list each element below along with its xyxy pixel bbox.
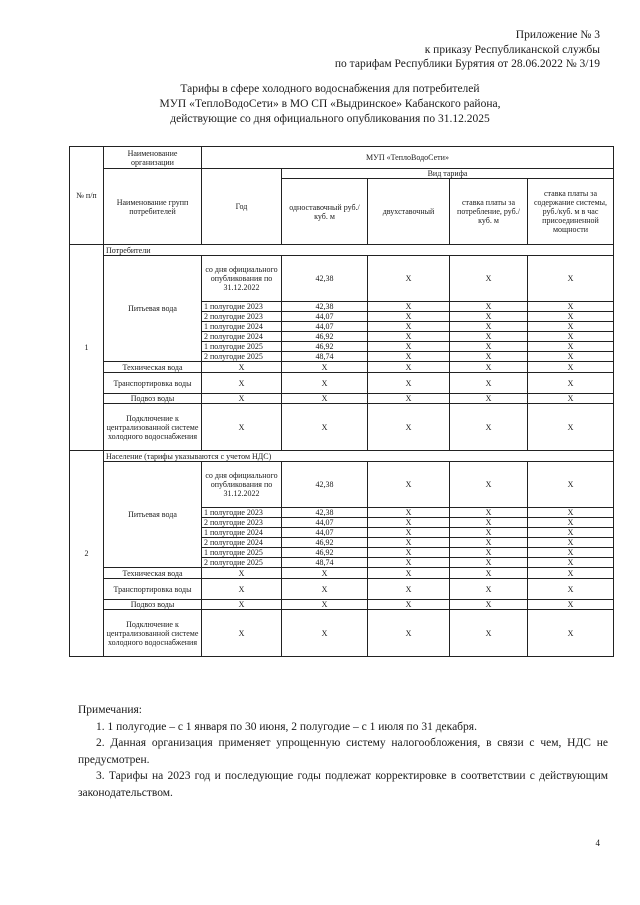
maintenance-rate-cell: X: [528, 579, 614, 600]
single-rate-cell: 42,38: [282, 256, 368, 302]
header-maintenance-rate: ставка платы за содержание системы, руб./куб. м в час присоединенной мощности: [528, 179, 614, 245]
tariff-table: [69, 146, 614, 657]
period-cell: со дня официального опубликования по 31.12.2022: [202, 462, 282, 508]
header-number: № п/п: [70, 147, 104, 245]
note-item: 2. Данная организация применяет упрощенную систему налогообложения, в связи с чем, НДС не предусмотрен.: [78, 737, 608, 766]
maintenance-rate-cell: X: [528, 322, 614, 332]
consumption-rate-cell: X: [450, 322, 528, 332]
single-rate-cell: 44,07: [282, 322, 368, 332]
appendix-header: [335, 28, 600, 72]
consumption-rate-cell: X: [450, 528, 528, 538]
consumption-rate-cell: X: [450, 548, 528, 558]
maintenance-rate-cell: X: [528, 373, 614, 394]
maintenance-rate-cell: X: [528, 538, 614, 548]
notes: [78, 702, 608, 801]
period-cell: 2 полугодие 2023: [202, 312, 282, 322]
document-title: [60, 82, 600, 127]
consumption-rate-cell: X: [450, 394, 528, 404]
section-number: 2: [70, 451, 104, 657]
header-double-rate: двухставочный: [368, 179, 450, 245]
period-cell: X: [202, 373, 282, 394]
double-rate-cell: X: [368, 332, 450, 342]
maintenance-rate-cell: X: [528, 600, 614, 610]
title-line: Тарифы в сфере холодного водоснабжения для потребителей: [180, 83, 480, 95]
maintenance-rate-cell: X: [528, 548, 614, 558]
group-potable-water: Питьевая вода: [104, 462, 202, 568]
maintenance-rate-cell: X: [528, 352, 614, 362]
consumption-rate-cell: X: [450, 508, 528, 518]
period-cell: 1 полугодие 2025: [202, 342, 282, 352]
single-rate-cell: X: [282, 568, 368, 579]
single-rate-cell: 46,92: [282, 332, 368, 342]
consumption-rate-cell: X: [450, 352, 528, 362]
group-name-cell: Транспортировка воды: [104, 373, 202, 394]
double-rate-cell: X: [368, 462, 450, 508]
consumption-rate-cell: X: [450, 332, 528, 342]
single-rate-cell: 48,74: [282, 558, 368, 568]
appendix-line: по тарифам Республики Бурятия от 28.06.2022 № 3/19: [334, 58, 600, 70]
maintenance-rate-cell: X: [528, 462, 614, 508]
single-rate-cell: X: [282, 362, 368, 373]
double-rate-cell: X: [368, 342, 450, 352]
single-rate-cell: 42,38: [282, 302, 368, 312]
group-name-cell: Подвоз воды: [104, 600, 202, 610]
appendix-line: Приложение № 3: [515, 29, 600, 41]
header-org-name: Наименование организации: [104, 147, 202, 169]
double-rate-cell: X: [368, 548, 450, 558]
single-rate-cell: 46,92: [282, 548, 368, 558]
consumption-rate-cell: X: [450, 342, 528, 352]
group-potable-water: Питьевая вода: [104, 256, 202, 362]
section-title: Население (тарифы указываются с учетом НДС): [104, 451, 614, 462]
double-rate-cell: X: [368, 256, 450, 302]
page-number: 4: [595, 838, 600, 848]
notes-heading: Примечания:: [78, 704, 142, 716]
consumption-rate-cell: X: [450, 568, 528, 579]
double-rate-cell: X: [368, 600, 450, 610]
group-name-cell: Техническая вода: [104, 362, 202, 373]
title-line: действующие со дня официального опубликования по 31.12.2025: [170, 113, 490, 125]
appendix-line: к приказу Республиканской службы: [424, 43, 600, 56]
single-rate-cell: X: [282, 404, 368, 451]
period-cell: X: [202, 394, 282, 404]
double-rate-cell: X: [368, 373, 450, 394]
double-rate-cell: X: [368, 508, 450, 518]
consumption-rate-cell: X: [450, 462, 528, 508]
consumption-rate-cell: X: [450, 610, 528, 657]
period-cell: 1 полугодие 2024: [202, 528, 282, 538]
maintenance-rate-cell: X: [528, 610, 614, 657]
period-cell: со дня официального опубликования по 31.12.2022: [202, 256, 282, 302]
single-rate-cell: 44,07: [282, 518, 368, 528]
period-cell: X: [202, 600, 282, 610]
note-item: 3. Тарифы на 2023 год и последующие годы подлежат корректировке в соответствии с действующим законодательством.: [78, 770, 608, 799]
double-rate-cell: X: [368, 568, 450, 579]
consumption-rate-cell: X: [450, 256, 528, 302]
maintenance-rate-cell: X: [528, 404, 614, 451]
consumption-rate-cell: X: [450, 600, 528, 610]
maintenance-rate-cell: X: [528, 508, 614, 518]
period-cell: X: [202, 404, 282, 451]
single-rate-cell: X: [282, 579, 368, 600]
title-line: МУП «ТеплоВодоСети» в МО СП «Выдринское» Кабанского района,: [159, 98, 501, 110]
period-cell: 1 полугодие 2023: [202, 508, 282, 518]
maintenance-rate-cell: X: [528, 256, 614, 302]
single-rate-cell: 46,92: [282, 342, 368, 352]
consumption-rate-cell: X: [450, 579, 528, 600]
section-number: 1: [70, 245, 104, 451]
double-rate-cell: X: [368, 538, 450, 548]
maintenance-rate-cell: X: [528, 342, 614, 352]
period-cell: X: [202, 568, 282, 579]
period-cell: 1 полугодие 2023: [202, 302, 282, 312]
note-item: 1. 1 полугодие – с 1 января по 30 июня, 2 полугодие – с 1 июля по 31 декабря.: [96, 720, 477, 733]
double-rate-cell: X: [368, 528, 450, 538]
single-rate-cell: X: [282, 600, 368, 610]
header-consumption-rate: ставка платы за потребление, руб./ куб. м: [450, 179, 528, 245]
maintenance-rate-cell: X: [528, 394, 614, 404]
consumption-rate-cell: X: [450, 518, 528, 528]
consumption-rate-cell: X: [450, 302, 528, 312]
group-name-cell: Подвоз воды: [104, 394, 202, 404]
period-cell: 2 полугодие 2023: [202, 518, 282, 528]
maintenance-rate-cell: X: [528, 302, 614, 312]
maintenance-rate-cell: X: [528, 518, 614, 528]
double-rate-cell: X: [368, 579, 450, 600]
single-rate-cell: 42,38: [282, 462, 368, 508]
single-rate-cell: 44,07: [282, 528, 368, 538]
period-cell: 1 полугодие 2024: [202, 322, 282, 332]
group-name-cell: Подключение к централизованной системе холодного водоснабжения: [104, 610, 202, 657]
consumption-rate-cell: X: [450, 312, 528, 322]
header-year: Год: [202, 169, 282, 245]
double-rate-cell: X: [368, 362, 450, 373]
group-name-cell: Транспортировка воды: [104, 579, 202, 600]
header-org-value: МУП «ТеплоВодоСети»: [202, 147, 614, 169]
header-group: Наименование групп потребителей: [104, 169, 202, 245]
section-title: Потребители: [104, 245, 614, 256]
period-cell: X: [202, 579, 282, 600]
period-cell: 2 полугодие 2024: [202, 538, 282, 548]
period-cell: X: [202, 610, 282, 657]
double-rate-cell: X: [368, 558, 450, 568]
maintenance-rate-cell: X: [528, 528, 614, 538]
double-rate-cell: X: [368, 404, 450, 451]
double-rate-cell: X: [368, 322, 450, 332]
maintenance-rate-cell: X: [528, 362, 614, 373]
double-rate-cell: X: [368, 302, 450, 312]
group-name-cell: Подключение к централизованной системе холодного водоснабжения: [104, 404, 202, 451]
consumption-rate-cell: X: [450, 373, 528, 394]
period-cell: X: [202, 362, 282, 373]
maintenance-rate-cell: X: [528, 332, 614, 342]
consumption-rate-cell: X: [450, 558, 528, 568]
double-rate-cell: X: [368, 312, 450, 322]
single-rate-cell: 44,07: [282, 312, 368, 322]
header-tariff-kind: Вид тарифа: [282, 169, 614, 179]
period-cell: 2 полугодие 2025: [202, 352, 282, 362]
group-name-cell: Техническая вода: [104, 568, 202, 579]
double-rate-cell: X: [368, 518, 450, 528]
single-rate-cell: 48,74: [282, 352, 368, 362]
maintenance-rate-cell: X: [528, 568, 614, 579]
single-rate-cell: X: [282, 373, 368, 394]
period-cell: 2 полугодие 2024: [202, 332, 282, 342]
single-rate-cell: 42,38: [282, 508, 368, 518]
double-rate-cell: X: [368, 610, 450, 657]
header-single-rate: одноставочный руб./ куб. м: [282, 179, 368, 245]
double-rate-cell: X: [368, 394, 450, 404]
single-rate-cell: X: [282, 610, 368, 657]
single-rate-cell: X: [282, 394, 368, 404]
single-rate-cell: 46,92: [282, 538, 368, 548]
consumption-rate-cell: X: [450, 362, 528, 373]
consumption-rate-cell: X: [450, 404, 528, 451]
maintenance-rate-cell: X: [528, 312, 614, 322]
period-cell: 1 полугодие 2025: [202, 548, 282, 558]
consumption-rate-cell: X: [450, 538, 528, 548]
double-rate-cell: X: [368, 352, 450, 362]
period-cell: 2 полугодие 2025: [202, 558, 282, 568]
maintenance-rate-cell: X: [528, 558, 614, 568]
